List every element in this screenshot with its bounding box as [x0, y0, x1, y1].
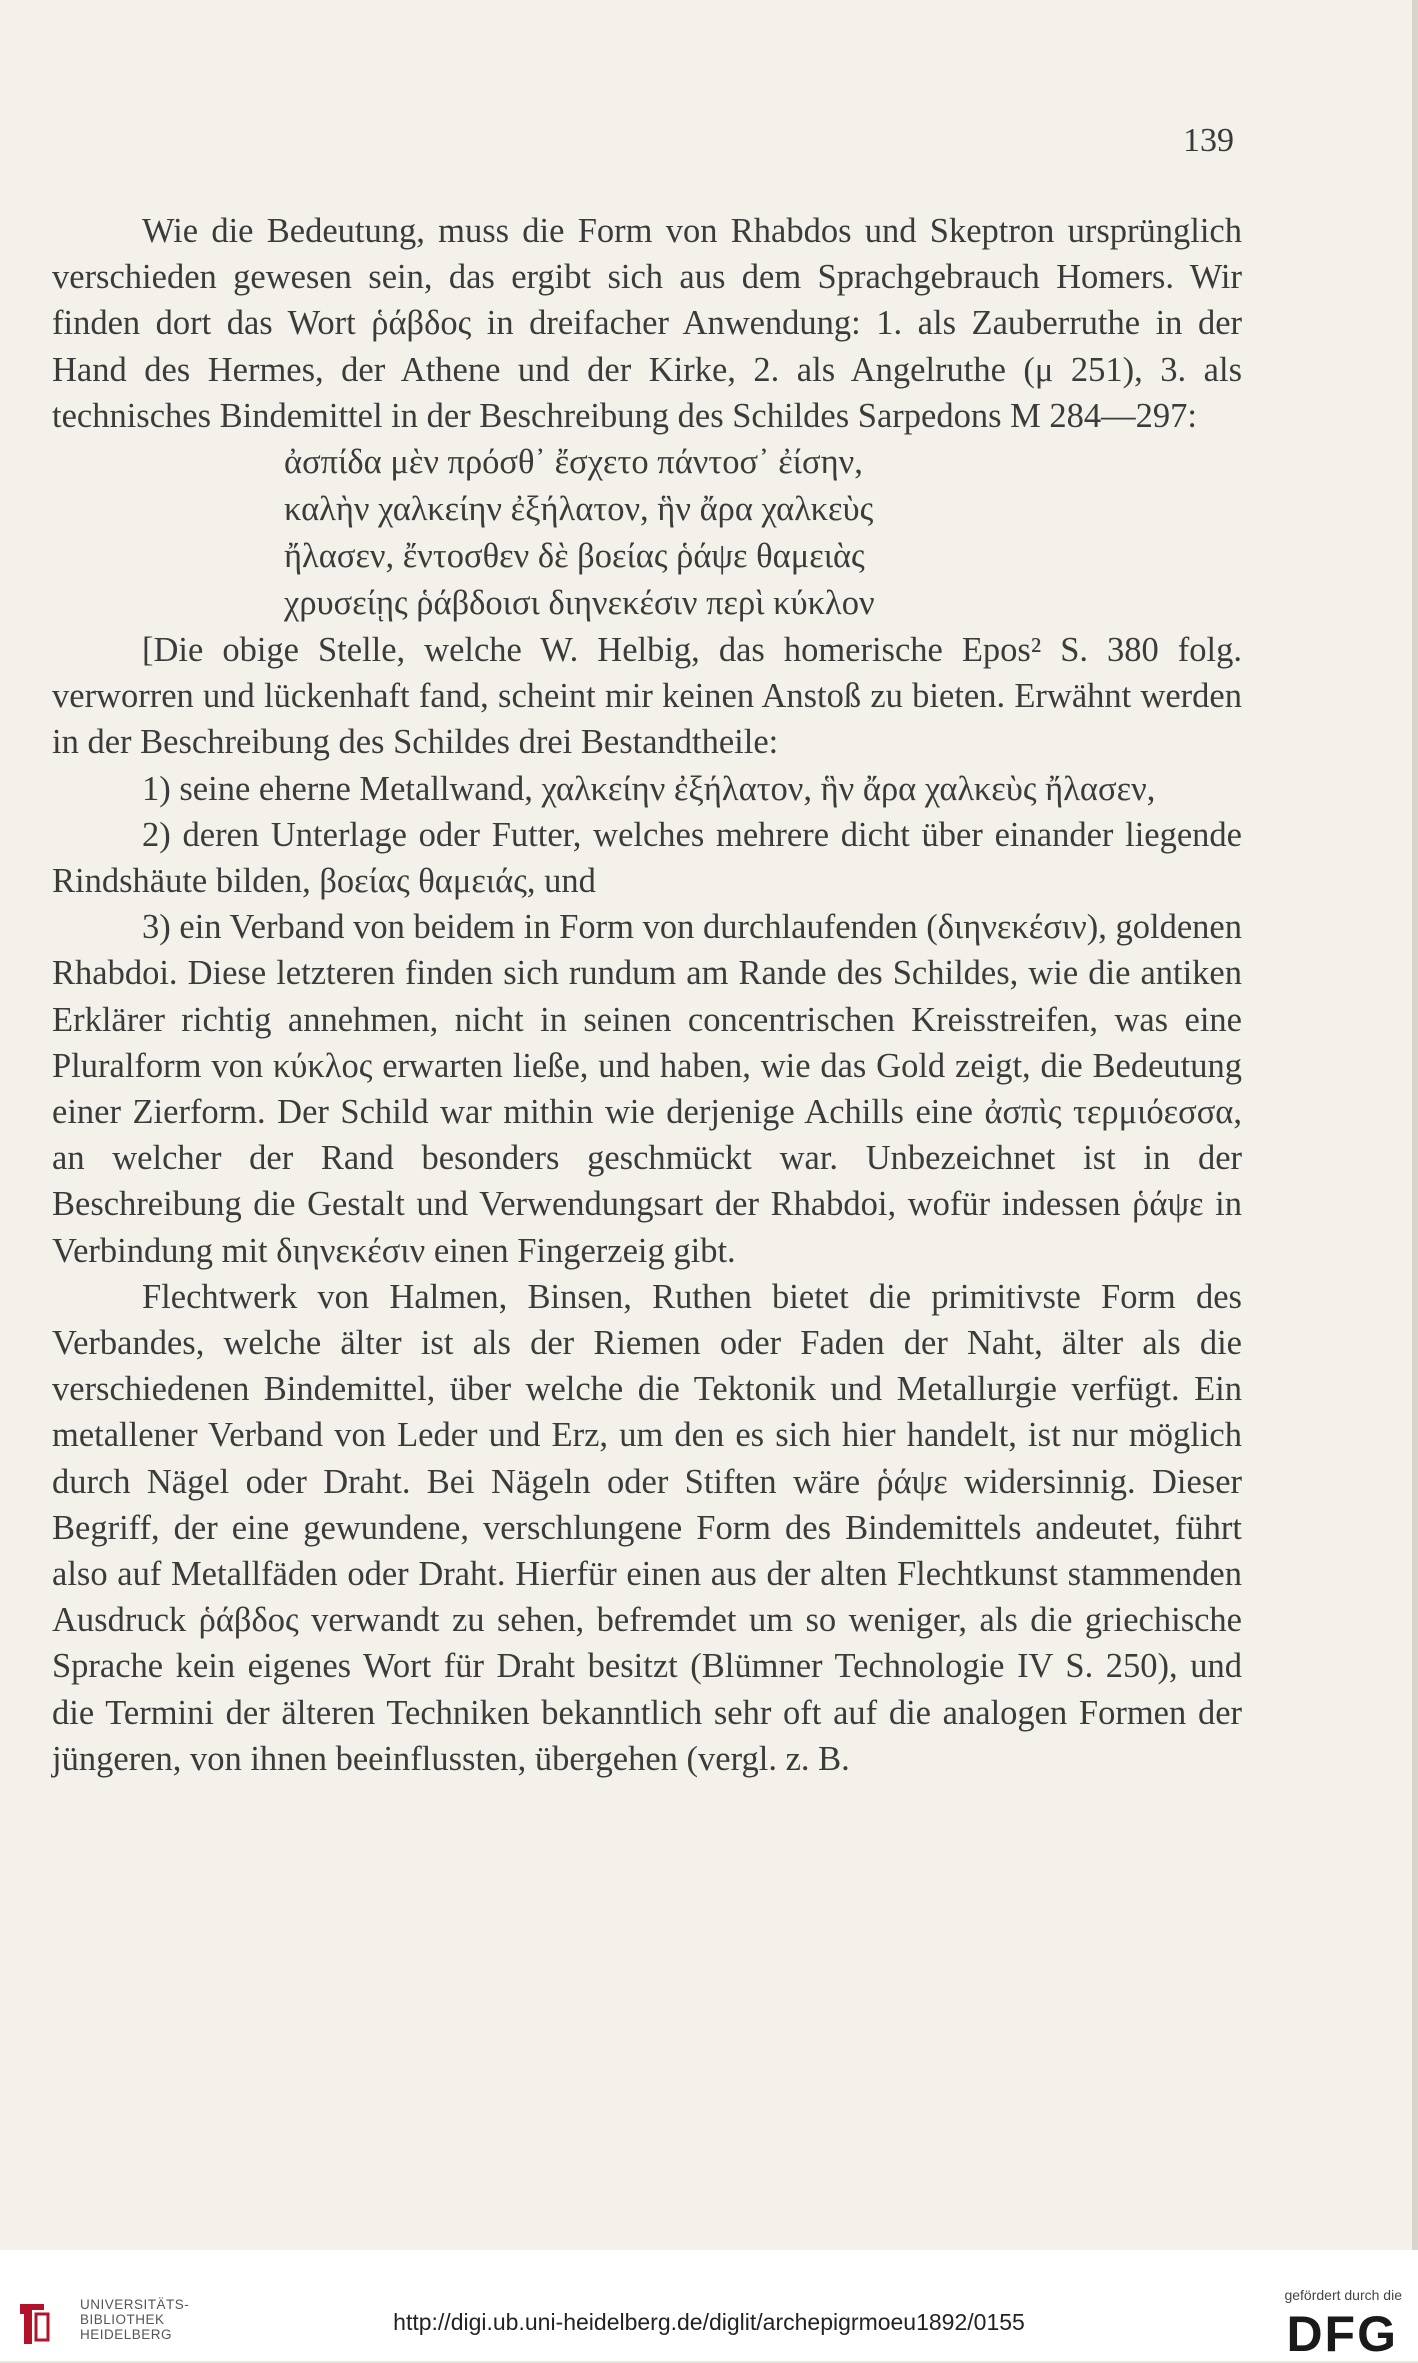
- library-name-line-3: HEIDELBERG: [80, 2327, 173, 2342]
- verse-line-1: ἀσπίδα μὲν πρόσθ᾽ ἔσχετο πάντοσ᾽ ἐίσην,: [284, 443, 863, 482]
- paragraph-3: Flechtwerk von Halmen, Binsen, Ruthen bietet die primitivste Form des Verbandes, welche älter ist als der Riemen oder Faden der Naht, älter als die verschiedenen Bindemittel, über welche die Tektonik und Metallurgie verfügt. Ein metallener Verband von Leder und Erz, um den es sich hier handelt, ist nur möglich durch Nägel oder Draht. Bei Nägeln oder Stiften wäre ῥάψε widersinnig. Dieser Begriff, der eine gewundene, verschlungene Form des Bindemittels andeutet, führt also auf Metallfäden oder Draht. Hierfür einen aus der alten Flechtkunst stammenden Ausdruck ῥάβδος verwandt zu sehen, befremdet um so weniger, als die griechische Sprache kein eigenes Wort für Draht besitzt (Blümner Technologie IV S. 250), und die Termini der älteren Techniken bekanntlich sehr oft auf die analogen Formen der jüngeren, von ihnen beeinflussten, übergehen (vergl. z. B.: [52, 1277, 1242, 1778]
- verse-line-4: χρυσείῃς ῥάβδοισι διηνεκέσιν περὶ κύκλον: [284, 584, 875, 623]
- dfg-logo: DFG: [1286, 2306, 1398, 2362]
- list-item-2: 2) deren Unterlage oder Futter, welches mehrere dicht über einander liegende Rindshäute bilden, βοείας θαμειάς, und: [52, 815, 1242, 901]
- paragraph-2: [Die obige Stelle, welche W. Helbig, das homerische Epos² S. 380 folg. verworren und lückenhaft fand, scheint mir keinen Anstoß zu bieten. Erwähnt werden in der Beschreibung des Schildes drei Bestandtheile:: [52, 631, 1242, 762]
- body-text: [52, 208, 1242, 1782]
- library-name-line-2: BIBLIOTHEK: [80, 2312, 165, 2327]
- page-number: 139: [1183, 122, 1234, 159]
- library-name-line-1: UNIVERSITÄTS-: [80, 2297, 190, 2312]
- list-item-3: 3) ein Verband von beidem in Form von durchlaufenden (διηνεκέσιν), goldenen Rhabdoi. Diese letzteren finden sich rundum am Rande des Schildes, wie die antiken Erklärer richtig annehmen, nicht in seinen concentrischen Kreisstreifen, was eine Pluralform von κύκλος erwarten ließe, und haben, wie das Gold zeigt, die Bedeutung einer Zierform. Der Schild war mithin wie derjenige Achills eine ἀσπὶς τερμιόεσσα, an welcher der Rand besonders geschmückt war. Unbezeichnet ist in der Beschreibung die Gestalt und Verwendungsart der Rhabdoi, wofür indessen ῥάψε in Verbindung mit διηνεκέσιν einen Fingerzeig gibt.: [52, 908, 1242, 1270]
- digitization-footer: [0, 2250, 1418, 2361]
- verse-line-3: ἤλασεν, ἔντοσθεν δὲ βοείας ῥάψε θαμειὰς: [284, 537, 865, 576]
- funding-caption: gefördert durch die: [1284, 2287, 1402, 2303]
- verse-line-2: καλὴν χαλκείην ἐξήλατον, ἣν ἄρα χαλκεὺς: [284, 490, 874, 529]
- permalink-url[interactable]: http://digi.ub.uni-heidelberg.de/diglit/archepigrmoeu1892/0155: [393, 2309, 1025, 2335]
- list-item-1: 1) seine eherne Metallwand, χαλκείην ἐξήλατον, ἣν ἄρα χαλκεὺς ἤλασεν,: [142, 769, 1156, 808]
- paragraph-1: Wie die Bedeutung, muss die Form von Rhabdos und Skeptron ursprünglich verschieden gewesen sein, das ergibt sich aus dem Sprachgebrauch Homers. Wir finden dort das Wort ῥάβδος in dreifacher Anwendung: 1. als Zauberruthe in der Hand des Hermes, der Athene und der Kirke, 2. als Angelruthe (μ 251), 3. als technisches Bindemittel in der Beschreibung des Schildes Sarpedons M 284—297:: [52, 212, 1242, 435]
- greek-verse-quote: [284, 439, 1242, 627]
